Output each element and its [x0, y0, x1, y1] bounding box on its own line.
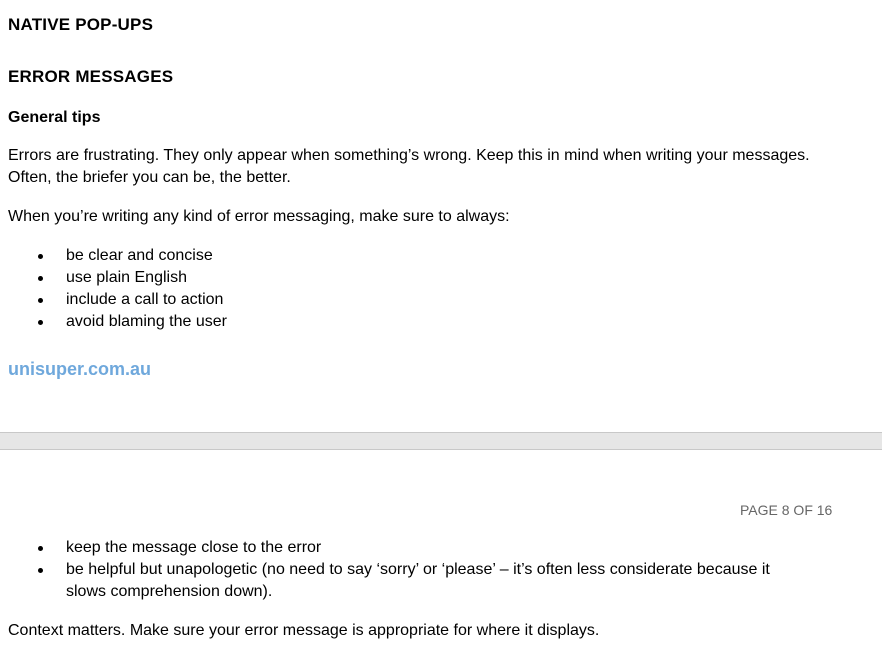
bullet-icon [38, 546, 43, 551]
document-page [0, 451, 882, 646]
heading-native-popups: NATIVE POP-UPS [8, 15, 154, 34]
lead-in-paragraph: When you’re writing any kind of error messaging, make sure to always: [8, 208, 510, 225]
closing-paragraph: Context matters. Make sure your error message is appropriate for where it displays. [8, 622, 600, 639]
intro-paragraph [8, 145, 868, 189]
intro-line-2: Often, the briefer you can be, the better. [8, 169, 291, 186]
bullet-icon [38, 276, 43, 281]
bullet-icon [38, 320, 43, 325]
list-item [0, 267, 860, 289]
list-item [0, 559, 806, 603]
list-item-text: be clear and concise [66, 247, 213, 264]
tips-list-continued [0, 537, 860, 603]
list-item-text: be helpful but unapologetic (no need to say ‘sorry’ or ‘please’ – it’s often less considerate because it slows comprehension down). [66, 561, 770, 600]
bullet-icon [38, 254, 43, 259]
list-item-text: keep the message close to the error [66, 539, 322, 556]
list-item [0, 537, 860, 559]
subheading-general-tips: General tips [8, 109, 101, 126]
list-item-text: include a call to action [66, 291, 224, 308]
list-item [0, 289, 860, 311]
page-number: PAGE 8 OF 16 [740, 502, 833, 518]
list-item-text: use plain English [66, 269, 187, 286]
bullet-icon [38, 568, 43, 573]
page-break [0, 432, 882, 450]
heading-error-messages: ERROR MESSAGES [8, 67, 174, 86]
list-item-text: avoid blaming the user [66, 313, 227, 330]
list-item [0, 311, 860, 333]
list-item [0, 245, 860, 267]
bullet-icon [38, 298, 43, 303]
unisuper-footer-link[interactable]: unisuper.com.au [8, 359, 152, 379]
tips-list [0, 245, 860, 333]
intro-line-1: Errors are frustrating. They only appear when something’s wrong. Keep this in mind when writing your messages. [8, 147, 810, 164]
